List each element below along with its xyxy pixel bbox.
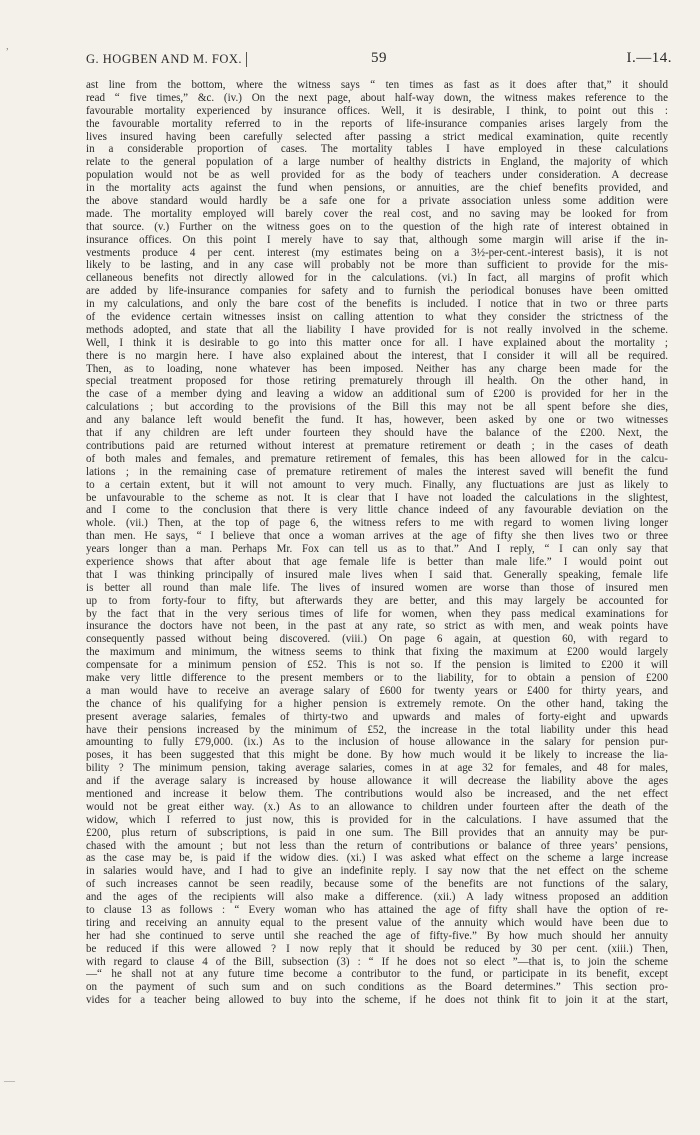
text-line: experience shows that after about that age female life is better than male life.” I would point out [86, 555, 668, 568]
text-line: there is no margin here. I have also explained about the interest, that I consider it will all be required. [86, 349, 668, 362]
text-line: years longer than a man. Perhaps Mr. Fox can tell us as to that.” And I reply, “ I can only say that [86, 543, 668, 556]
text-line: be reduced if this were allowed ? I now reply that it should be reduced by 30 per cent. (xiii.) Then, [86, 942, 668, 955]
text-line: £200, plus return of subscriptions, is paid in one sum. The Bill provides that an annuity may be pur- [86, 826, 668, 839]
text-line: of both males and females, and premature retirement of females, this has been allowed for in the calcu- [86, 452, 668, 465]
text-line: to a certain extent, but it will not amount to very much. Finally, any fluctuations are just as likely to [86, 478, 668, 491]
text-line: likely to be lasting, and in any case will probably not be more than sufficient to provide for the mis- [86, 259, 668, 272]
text-line: lives insured having been carefully selected after passing a strict medical examination, quite recently [86, 130, 668, 143]
text-line: make very little difference to the present members or to the liability, for to obtain a pension of £200 [86, 671, 668, 684]
text-line: of the evidence certain witnesses insist on calling attention to what they consider the strictness of the [86, 311, 668, 324]
text-line: a man would have to receive an average salary of £600 for twenty years or £400 for thirty years, and [86, 684, 668, 697]
text-line: population would not be as well provided for as the body of teachers under consideration. A decrease [86, 169, 668, 182]
page-header [86, 50, 672, 72]
text-line: vides for a teacher being allowed to buy into the scheme, if he does not think fit to join it at the start, [86, 994, 668, 1007]
text-line: by the fact that in the very serious times of life for women, when they pass medical examinations for [86, 607, 668, 620]
text-line: special treatment proposed for those retiring prematurely through ill health. On the other hand, in [86, 375, 668, 388]
text-line: as the case may be, is paid if the widow dies. (xi.) I was asked what effect on the scheme a large increase [86, 852, 668, 865]
document-reference: I.—14. [626, 50, 672, 66]
text-line: cellaneous benefits not directly allowed for in the calculations. (vi.) In fact, all margins of profit which [86, 272, 668, 285]
text-line: tiring and receiving an annuity equal to the present value of the annuity which would have been due to [86, 916, 668, 929]
text-line: insurance the doctors have not been, in the past at any rate, so strict as with men, and weak points have [86, 620, 668, 633]
text-line: insurance offices. On this point I merely have to say that, although some margin will arise if the in- [86, 233, 668, 246]
text-line: widow, which I referred to just now, this is provided for in the calculations. I have assumed that the [86, 813, 668, 826]
text-line: is better all round than male life. The lives of insured women are worse than those of insured men [86, 581, 668, 594]
text-line: than men. He says, “ I believe that once a woman arrives at the age of fifty she then lives two or three [86, 530, 668, 543]
text-line: up to from forty-four to fifty, but afterwards they are better, and this may largely be accounted for [86, 594, 668, 607]
text-line: ast line from the bottom, where the witness says “ ten times as fast as it does after that,” it should [86, 79, 668, 91]
margin-mark-bottom: — [4, 1075, 15, 1087]
text-line: —“ he shall not at any future time become a contributor to the fund, or participate in its benefit, except [86, 968, 668, 981]
text-line: the maximum and minimum, the witness seems to think that fixing the maximum at £200 would largely [86, 646, 668, 659]
text-line: bility ? The minimum pension, taking average salaries, comes in at age 32 for females, and 48 for males, [86, 762, 668, 775]
text-line: the above standard would hardly be a safe one for a private association unless some addition were [86, 195, 668, 208]
text-line: have their pensions increased by the minimum of £52, the increase in the total liability under this head [86, 723, 668, 736]
text-line: in my calculations, and only the bare cost of the benefits is included. I notice that in two or three parts [86, 298, 668, 311]
text-line: would not be great either way. (x.) As to an allowance to children under fourteen after the death of the [86, 800, 668, 813]
text-line: the favourable mortality referred to in the reports of life-insurance companies arises largely from the [86, 117, 668, 130]
text-line: poses, it has been suggested that this might be done. By how much would it be likely to increase the lia- [86, 749, 668, 762]
text-line: amounting to fully £79,000. (ix.) As to the inclusion of house allowance in the salary for pension pur- [86, 736, 668, 749]
text-line: whole. (vii.) Then, at the top of page 6, the witness refers to me with regard to women living longer [86, 517, 668, 530]
text-line: lations ; in the remaining case of premature retirement of males the interest saved will benefit the fund [86, 465, 668, 478]
text-line: and the ages of the recipients will also make a difference. (xii.) A lady witness proposed an addition [86, 891, 668, 904]
text-line: methods adopted, and state that all the liability I have provided for is not really involved in the scheme. [86, 323, 668, 336]
text-line: in a considerable proportion of cases. The mortality tables I have employed in these calculations [86, 143, 668, 156]
text-line: present average salaries, females of thirty-two and upwards and males of forty-eight and upwards [86, 710, 668, 723]
text-line: vestments produce 4 per cent. interest (my estimates being on a 3½-per-cent.-interest basis), it is not [86, 246, 668, 259]
text-line: the chance of his qualifying for a higher pension is extremely remote. On the other hand, taking the [86, 697, 668, 710]
text-line: consequently passed without being discovered. (viii.) On page 6 again, at question 60, with regard to [86, 633, 668, 646]
text-line: Then, as to loading, none whatever has been imposed. Neither has any charge been made for the [86, 362, 668, 375]
text-line: Well, I think it is desirable to go into this matter once for all. I have explained about the mortality ; [86, 336, 668, 349]
text-line: read “ five times,” &c. (iv.) On the next page, about half-way down, the witness makes reference to the [86, 91, 668, 104]
text-line: made. The mortality employed will barely cover the real cost, and no saving may be looked for from [86, 207, 668, 220]
text-line: and I come to the conclusion that there is very little chance indeed of any favourable deviation on the [86, 504, 668, 517]
text-line: of such increases cannot be seen readily, because some of the benefits are not functions of the salary, [86, 878, 668, 891]
text-line: are added by life-insurance companies for safety and to furnish the periodical bonuses have been omitted [86, 285, 668, 298]
text-line: that I was thinking principally of insured male lives when I said that. Generally speaking, female life [86, 568, 668, 581]
page-number: 59 [371, 50, 387, 66]
text-line: chased with the amount ; but not less than the return of contributions or balance of three years’ pensions, [86, 839, 668, 852]
text-line: that source. (v.) Further on the witness goes on to the question of the high rate of interest obtained in [86, 220, 668, 233]
margin-mark-top: , [6, 40, 9, 52]
text-line: the case of a member dying and leaving a widow an additional sum of £200 is provided for her in the [86, 388, 668, 401]
text-line: with regard to clause 4 of the Bill, subsection (3) : “ If he does not so elect ”—that is, to join the scheme [86, 955, 668, 968]
text-line: compensate for a minimum pension of £52. This is not so. If the pension is limited to £200 it will [86, 659, 668, 672]
text-line: and if the average salary is increased by house allowance it will decrease the liability above the ages [86, 775, 668, 788]
text-line: favourable mortality experienced by insurance offices. Well, it is desirable, I think, to point out this : [86, 104, 668, 117]
text-line: to clause 13 as follows : “ Every woman who has attained the age of fifty shall have the option of re- [86, 904, 668, 916]
text-line: in salaries would have, and I had to give an indefinite reply. I say now that the net effect on the scheme [86, 865, 668, 878]
text-line: relate to the general population of a large number of healthy districts in England, the majority of which [86, 156, 668, 169]
text-line: contributions paid are returned without interest at premature retirement or death ; in the cases of death [86, 439, 668, 452]
text-line: mentioned and increase it below them. The contributions would also be increased, and the net effect [86, 787, 668, 800]
body-text [86, 79, 668, 1124]
text-line: her had she continued to serve until she reached the age of fifty-five.” By how much should her annuity [86, 929, 668, 942]
text-line: on the payment of such sum and on such conditions as the Board determines.” This section pro- [86, 981, 668, 994]
running-head-authors: G. HOGBEN AND M. FOX. [86, 52, 247, 67]
text-line: in the mortality acts against the fund when pensions, or annuities, are the chief benefits provided, and [86, 182, 668, 195]
text-line: be unfavourable to the scheme as not. It is clear that I have not loaded the calculations in the slightest, [86, 491, 668, 504]
text-line: calculations ; but according to the provisions of the Bill this may not be all spent before she dies, [86, 401, 668, 414]
text-line: and any balance left would benefit the fund. It has, however, been asked by one or two witnesses [86, 414, 668, 427]
text-line: that if any children are left under fourteen they should have the balance of the £200. Next, the [86, 427, 668, 440]
